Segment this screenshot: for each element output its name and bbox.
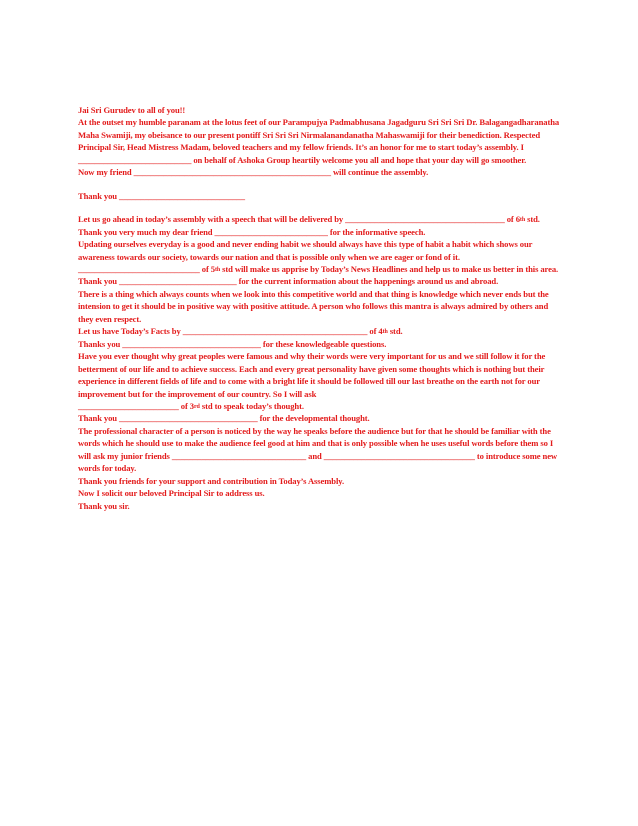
- news-thanks-line: Thank you ____________________________ for the current information about the happenings around us and abroad.: [78, 276, 499, 287]
- speech-intro-end: std.: [525, 214, 540, 225]
- facts-thanks-line: Thanks you _________________________________ for these knowledgeable questions.: [78, 338, 387, 349]
- ordinal-suffix: th: [519, 217, 526, 224]
- speech-intro-text: Let us go ahead in today’s assembly with a speech that will be delivered by ______________________________________ of 6: [78, 214, 520, 225]
- continue-line: Now my friend _______________________________________________ will continue the assembly.: [78, 167, 429, 178]
- facts-intro-paragraph: There is a thing which always counts when we look into this competitive world and that thing is knowledge which never ends but the intension to get it should be in positive way with positive attitude. A person who follows this mantra is always admired by others and they even respect.: [78, 288, 549, 324]
- thought-thanks-line: Thank you _________________________________ for the developmental thought.: [78, 413, 370, 424]
- thank-you-line: Thank you ______________________________: [78, 190, 245, 201]
- welcome-paragraph: At the outset my humble paranam at the lotus feet of our Parampujya Padmabhusana Jagadguru Sri Sri Sri Dr. Balagangadharanatha Maha Swamiji, my obeisance to our present pontiff Sri Sri Sri Nirmalanandanatha Mahaswamiji for their benediction. Respected Principal Sir, Head Mistress Madam, beloved teachers and my fellow friends. It’s an honor for me to start today’s assembly. I ___________________________ on behalf of Ashoka Group heartily welcome you all and hope that your day will go smoother.: [78, 117, 560, 165]
- speech-thanks-line: Thank you very much my dear friend ___________________________ for the informative speech.: [78, 226, 426, 237]
- speech-intro-line: [78, 213, 564, 225]
- news-reader-end: std will make us apprise by Today’s News Headlines and help us to make us better in this area.: [220, 263, 559, 274]
- closing-thanks-line: Thank you friends for your support and contribution in Today’s Assembly.: [78, 475, 345, 486]
- thought-reader-end: std to speak today’s thought.: [199, 400, 304, 411]
- thought-reader-text: ________________________ of 3: [78, 400, 194, 411]
- thought-intro-paragraph: Have you ever thought why great peoples were famous and why their words were very important for us and we still follow it for the betterment of our life and to achieve success. Each and every great personality have given some thoughts which is nothing but their experience in different fields of life and to come with a bright life it should be followed till our last breathe on the earth not for our improvement but for the improvement of our country. So I will ask: [78, 351, 546, 399]
- spacer: [78, 202, 564, 213]
- news-intro-paragraph: Updating ourselves everyday is a good and never ending habit we should always have this type of habit a habit which shows our awareness towards our society, towards our nation and that is possible only when we are eager or fond of it.: [78, 239, 533, 262]
- news-reader-line: [78, 263, 564, 275]
- final-thanks-line: Thank you sir.: [78, 500, 130, 511]
- ordinal-suffix: th: [382, 329, 388, 336]
- facts-reader-text: Let us have Today’s Facts by ____________________________________________ of 4: [78, 326, 383, 337]
- new-words-paragraph: The professional character of a person is noticed by the way he speaks before the audience but for that he should be familiar with the words which he should use to make the audience feel good at him and that is only possible when he uses useful words before them so I will ask my junior friends ________________________________ and ____________________________________ to introduce some new words for today.: [78, 425, 558, 474]
- spacer: [78, 179, 564, 190]
- facts-reader-line: [78, 325, 564, 337]
- ordinal-suffix: rd: [193, 403, 200, 410]
- greeting-line: Jai Sri Gurudev to all of you!!: [78, 105, 186, 115]
- ordinal-suffix: th: [214, 266, 221, 273]
- news-reader-text: _____________________________ of 5: [78, 263, 215, 274]
- thought-reader-line: [78, 400, 564, 412]
- assembly-script: [78, 104, 564, 512]
- principal-invite-line: Now I solicit our beloved Principal Sir to address us.: [78, 488, 265, 499]
- facts-reader-end: std.: [387, 326, 403, 337]
